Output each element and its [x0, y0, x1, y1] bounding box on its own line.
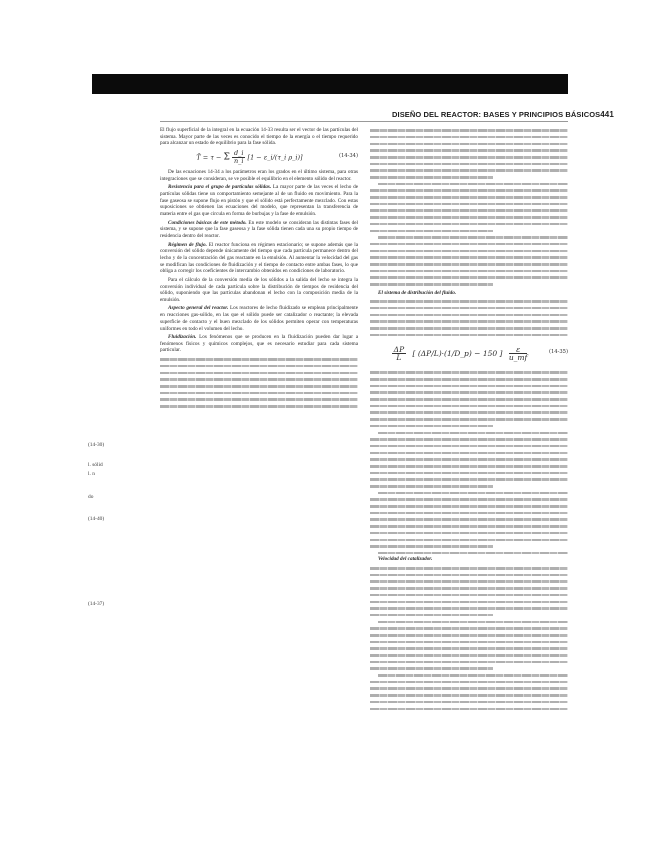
- paragraph: [370, 556, 568, 563]
- text-line: [370, 429, 568, 436]
- eq-sum: Σ: [223, 152, 230, 163]
- eq-den: u_mf: [508, 353, 528, 363]
- text-line: [370, 510, 568, 517]
- illegible-text-block: [370, 369, 568, 556]
- eq-middle: [ (ΔP/L)·(1/D_p) − 150 ]: [412, 348, 503, 358]
- text-line: [160, 369, 358, 376]
- text-line: [370, 665, 568, 672]
- margin-note: (14-30): [88, 442, 105, 448]
- text-line: [370, 254, 568, 261]
- text-line: [370, 530, 568, 537]
- eq-fraction: [509, 346, 527, 361]
- text-line: [160, 396, 358, 403]
- text-line: [370, 311, 568, 318]
- run-in-heading: Fluidización.: [168, 334, 197, 341]
- text-line: [370, 134, 568, 141]
- eq-fraction: [232, 150, 246, 165]
- right-column: [370, 127, 568, 747]
- eq-den: n_i: [233, 157, 244, 166]
- text-line: [370, 699, 568, 706]
- text-line: [370, 227, 568, 234]
- run-in-heading: Velocidad del catalizador.: [378, 556, 433, 563]
- paragraph: [160, 305, 358, 332]
- eq-num: ΔP: [393, 345, 405, 355]
- text-line: [370, 281, 568, 288]
- text-line: [370, 181, 568, 188]
- text-line: [370, 396, 568, 403]
- text-line: [370, 154, 568, 161]
- text-line: [370, 463, 568, 470]
- text-line: [370, 194, 568, 201]
- margin-note: do: [88, 494, 94, 500]
- text-line: [370, 167, 568, 174]
- text-line: [370, 685, 568, 692]
- paragraph: De las ecuaciones 14-34 a los parámetros eran los grados en el último sistema, para otras integraciones que se consideran, se ve posible el equilibrio en el elemento sólido del reactor.: [160, 169, 358, 182]
- text-line: [160, 403, 358, 410]
- text-line: [370, 645, 568, 652]
- text-line: [370, 325, 568, 332]
- text-line: [370, 550, 568, 557]
- paragraph-text: El reactor funciona en régimen estacionario; se supone además que la conversión del sólido depende únicamente del tiempo que cada partícula permanece dentro del lecho y de la concentración del gas reactante en la emulsión. Al aumentar la velocidad del gas se modifican las condiciones de fluidización y el tiempo de contacto entre ambas fases, lo que obliga a corregir los coeficientes de intercambio obtenidos en condiciones de laboratorio.: [160, 241, 358, 275]
- text-line: [370, 267, 568, 274]
- paragraph-text: La mayor parte de las veces el lecho de partículas sólidas tiene un comportamiento semejante al de un fluido en movimiento. Para la fase gaseosa se supone flujo en pistón y que el sólido está perfectamente mezclado. Con estas suposiciones se obtienen las ecuaciones del modelo, que representan la transferencia de materia entre el gas que circula en forma de burbujas y la fase de emulsión.: [160, 184, 358, 218]
- text-line: [370, 187, 568, 194]
- paragraph: Para el cálculo de la conversión media de los sólidos a la salida del lecho se integra la conversión individual de cada partícula sobre la distribución de tiempos de residencia del sólido, suponiendo que las partículas abandonan el lecho con la composición media de la emulsión.: [160, 276, 358, 303]
- text-line: [370, 679, 568, 686]
- paragraph: [370, 290, 568, 297]
- text-line: [370, 127, 568, 134]
- text-line: [370, 383, 568, 390]
- chapter-title: DISEÑO DEL REACTOR: BASES Y PRINCIPIOS BÁSICOS: [392, 110, 601, 119]
- text-line: [370, 598, 568, 605]
- paragraph-text: En este modelo se consideran las distintas fases del sistema, y se supone que la fase gaseosa y la fase sólida tienen cada una su propio tiempo de residencia dentro del reactor.: [160, 219, 358, 240]
- text-line: [370, 201, 568, 208]
- text-line: [370, 140, 568, 147]
- eq-fraction: [392, 346, 406, 361]
- run-in-heading: Régimen de flujo.: [168, 241, 207, 248]
- text-line: [370, 585, 568, 592]
- eq-den: L: [396, 353, 402, 363]
- text-line: [370, 672, 568, 679]
- paragraph: [160, 334, 358, 354]
- text-line: [370, 207, 568, 214]
- text-line: [370, 456, 568, 463]
- margin-note: (14-40): [88, 516, 105, 522]
- text-line: [370, 416, 568, 423]
- run-in-heading: El sistema de distribución del fluido.: [378, 289, 457, 296]
- text-line: [370, 496, 568, 503]
- running-header: [392, 110, 614, 119]
- text-line: [370, 625, 568, 632]
- text-line: [370, 618, 568, 625]
- margin-note: l. sólid: [88, 462, 103, 468]
- paragraph-text: Los reactores de lecho fluidizado se emplean principalmente en reacciones gas-sólido, en las que el sólido puede ser catalizador o reactante; la elevada superficie de contacto y el buen mezclado de los sólidos permiten operar con temperaturas uniformes en todo el volumen del lecho.: [160, 305, 358, 332]
- text-line: [370, 247, 568, 254]
- text-line: [160, 383, 358, 390]
- text-line: [370, 632, 568, 639]
- eq-lhs: T̄ = τ −: [196, 153, 222, 162]
- top-black-bar: [92, 74, 568, 94]
- illegible-text-block: [370, 127, 568, 288]
- paragraph: El flujo superficial de la integral en la ecuación 14-33 resulta ser el vector de las partículas del sistema. Mayor parte de las veces es conocido el tiempo de la energía o el tiempo requerido para alcanzar un estado de equilibrio para la fase sólida.: [160, 127, 358, 147]
- text-line: [370, 174, 568, 181]
- text-line: [160, 356, 358, 363]
- text-line: [370, 274, 568, 281]
- text-line: [370, 523, 568, 530]
- text-line: [370, 469, 568, 476]
- text-line: [370, 659, 568, 666]
- text-line: [370, 543, 568, 550]
- eq-num: d_i: [233, 149, 244, 158]
- text-line: [370, 578, 568, 585]
- text-line: [370, 476, 568, 483]
- equation-14-34: [160, 150, 358, 165]
- text-line: [370, 572, 568, 579]
- text-line: [370, 221, 568, 228]
- header-rule: [160, 121, 568, 122]
- text-line: [160, 389, 358, 396]
- text-line: [370, 369, 568, 376]
- text-line: [370, 234, 568, 241]
- text-line: [160, 376, 358, 383]
- eq-num: ε: [509, 346, 527, 354]
- text-line: [370, 443, 568, 450]
- text-line: [370, 612, 568, 619]
- paragraph: [160, 242, 358, 276]
- text-line: [370, 389, 568, 396]
- margin-note: l. n: [88, 471, 95, 477]
- text-line: [370, 241, 568, 248]
- run-in-heading: Resistencia para el grupo de partículas sólidas.: [168, 184, 272, 191]
- text-line: [370, 605, 568, 612]
- text-line: [370, 331, 568, 338]
- text-line: [370, 565, 568, 572]
- equation-number: (14-34): [338, 153, 358, 160]
- paragraph: [160, 184, 358, 218]
- text-line: [370, 376, 568, 383]
- text-line: [370, 516, 568, 523]
- text-line: [370, 652, 568, 659]
- page-number: 441: [600, 110, 614, 119]
- text-line: [370, 449, 568, 456]
- text-line: [370, 638, 568, 645]
- text-line: [370, 403, 568, 410]
- equation-number: (14-35): [548, 349, 568, 356]
- text-line: [370, 409, 568, 416]
- text-line: [370, 490, 568, 497]
- equation-14-35: [370, 346, 568, 361]
- text-line: [370, 214, 568, 221]
- eq-rhs: [1 − ε_i/(τ_i ρ_i)]: [247, 153, 303, 162]
- text-line: [370, 592, 568, 599]
- run-in-heading: Condiciones básicas de este método.: [168, 219, 247, 226]
- text-line: [370, 147, 568, 154]
- text-line: [370, 305, 568, 312]
- text-line: [370, 318, 568, 325]
- text-line: [370, 705, 568, 712]
- text-line: [370, 483, 568, 490]
- left-column: [160, 127, 358, 747]
- paragraph-text: Los fenómenos que se producen en la fluidización pueden dar lugar a fenómenos físicos y químicos complejos, que es necesario estudiar para cada sistema particular.: [160, 334, 358, 354]
- text-line: [370, 436, 568, 443]
- illegible-text-block: [160, 356, 358, 410]
- illegible-text-block: [370, 565, 568, 712]
- text-line: [370, 298, 568, 305]
- illegible-text-block: [370, 298, 568, 338]
- text-line: [370, 261, 568, 268]
- paragraph: [160, 220, 358, 240]
- text-line: [370, 160, 568, 167]
- text-line: [370, 536, 568, 543]
- text-line: [160, 363, 358, 370]
- margin-note: (14-37): [88, 601, 105, 607]
- text-line: [370, 423, 568, 430]
- text-line: [370, 692, 568, 699]
- text-line: [370, 503, 568, 510]
- run-in-heading: Aspecto general del reactor.: [168, 305, 229, 312]
